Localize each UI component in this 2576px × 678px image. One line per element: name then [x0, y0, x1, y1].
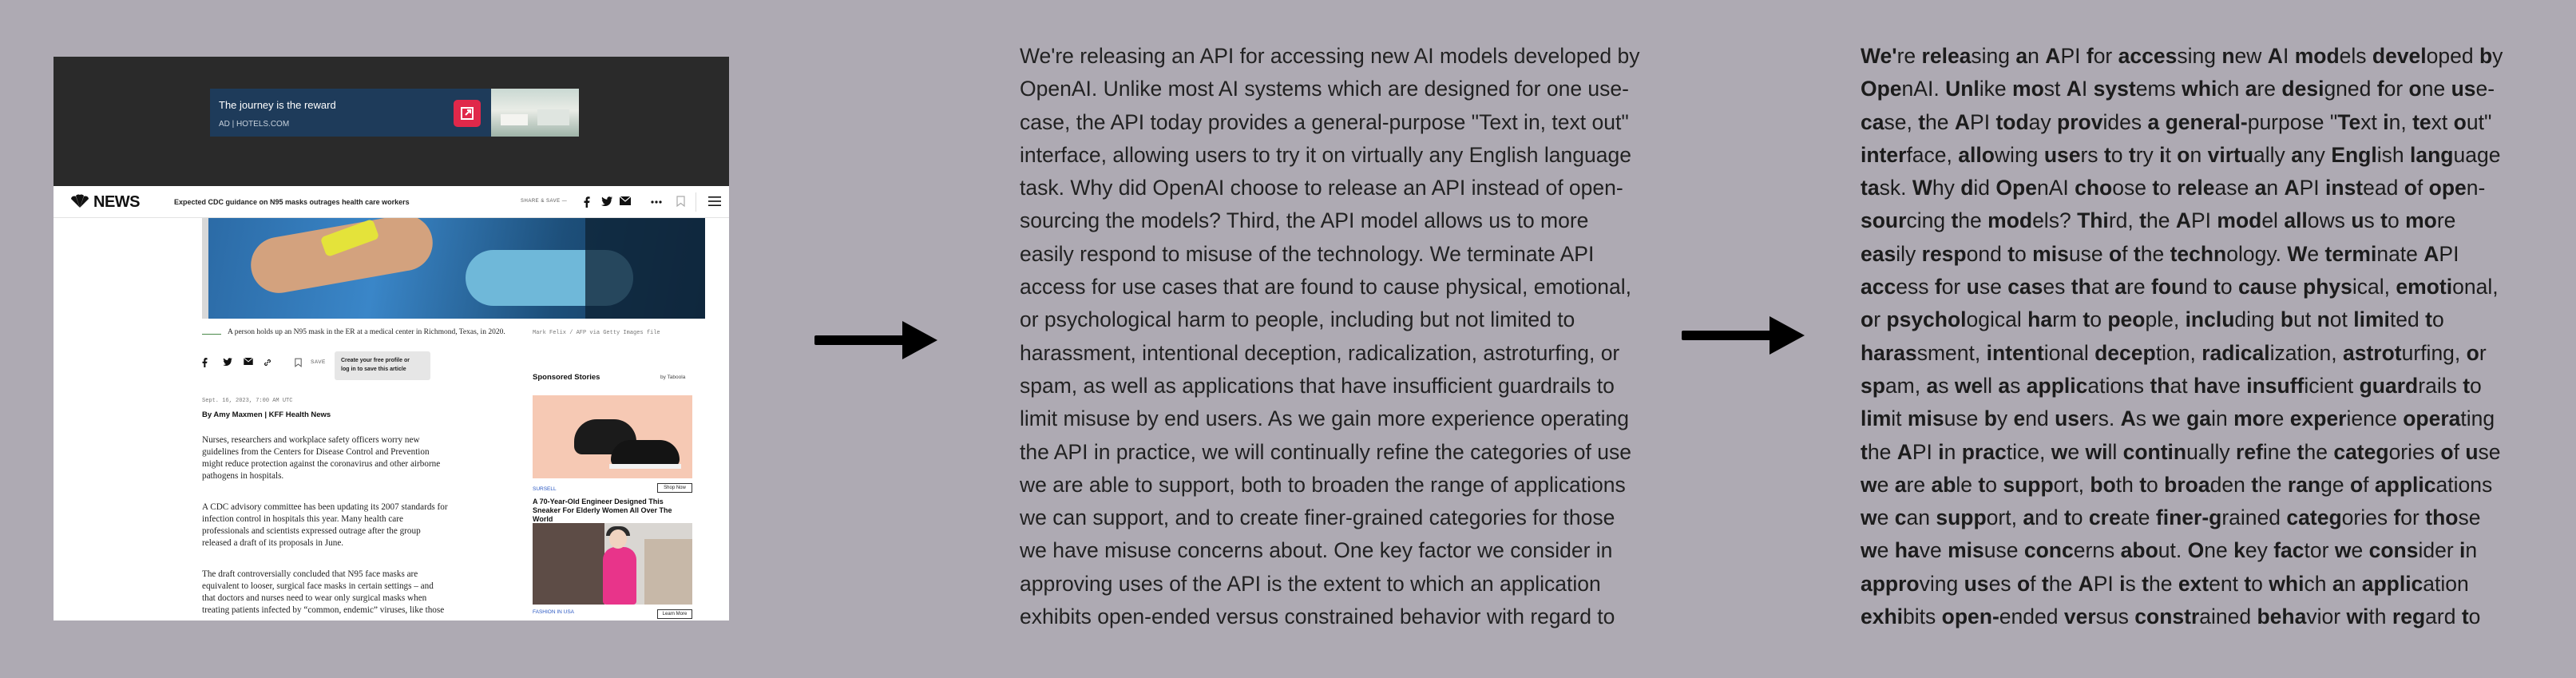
bionic-line: access for use cases that are found to cause physical, emotional, [1861, 275, 2499, 299]
ad-box[interactable] [210, 89, 491, 137]
bionic-emphasis: t [2251, 472, 2259, 497]
bionic-emphasis: prac [1961, 439, 2007, 464]
caption-rule [202, 334, 221, 335]
bionic-emphasis: t [2461, 605, 2469, 629]
hero-image [202, 218, 705, 319]
bionic-emphasis: exhi [1861, 605, 1904, 629]
external-arrow-icon[interactable] [454, 100, 481, 127]
bionic-emphasis: t [2152, 176, 2160, 200]
bionic-emphasis: t [1918, 109, 1926, 134]
bionic-emphasis: inst [2325, 176, 2364, 200]
bionic-emphasis: b [1984, 406, 1997, 431]
bionic-emphasis: finer-g [2155, 506, 2222, 530]
bionic-emphasis: all [2284, 208, 2308, 233]
bionic-emphasis: allo [1958, 142, 1995, 167]
bionic-emphasis: ref [2236, 439, 2263, 464]
paragraph-line: guidelines from the Centers for Disease Control and Prevention [202, 447, 430, 457]
bionic-line: exhibits open-ended versus constrained behavior with regard to [1861, 605, 2481, 629]
bionic-emphasis: n [2316, 307, 2330, 332]
bionic-emphasis: abo [2120, 538, 2158, 563]
bionic-emphasis: reg [2392, 605, 2426, 629]
bionic-emphasis: ran [2287, 472, 2321, 497]
bionic-emphasis: a [2015, 44, 2028, 68]
image-caption [202, 328, 681, 339]
bionic-emphasis: supp [2003, 472, 2054, 497]
bionic-emphasis: use [2055, 406, 2091, 431]
bionic-line: OpenAI. Unlike most AI systems which are designed for one use- [1861, 77, 2495, 101]
bionic-emphasis: w [1861, 472, 1877, 497]
bionic-emphasis: t [2297, 439, 2305, 464]
bionic-emphasis: us [1964, 571, 1989, 596]
bionic-emphasis: b [2280, 307, 2294, 332]
bionic-emphasis: ope [2428, 176, 2467, 200]
bionic-emphasis: conc [2023, 538, 2074, 563]
bionic-emphasis: t [2139, 208, 2146, 233]
bionic-emphasis: applic [2374, 472, 2436, 497]
bionic-emphasis: prov [2057, 109, 2103, 134]
bionic-emphasis: A [1896, 439, 1912, 464]
text-line: approving uses of the API is the extent to which an application [1020, 571, 1601, 596]
text-line: or psychological harm to people, including but not limited to [1020, 307, 1575, 332]
sponsored-source[interactable]: FASHION IN USA [533, 609, 575, 615]
bionic-emphasis: mis [1907, 406, 1944, 431]
bionic-emphasis: sour [1861, 208, 1907, 233]
bionic-emphasis: psychol [1886, 307, 1967, 332]
bionic-emphasis: o [2349, 472, 2364, 497]
bionic-emphasis: supp [1936, 506, 1987, 530]
tooltip-line: Create your free profile or [341, 358, 410, 363]
email-icon[interactable] [620, 196, 631, 205]
bionic-emphasis: cas [2007, 275, 2043, 299]
article-screenshot [54, 57, 729, 621]
bionic-emphasis: cho [2075, 176, 2113, 200]
bionic-emphasis: t [1951, 208, 1959, 233]
bionic-emphasis: i [2119, 571, 2126, 596]
email-icon[interactable] [244, 358, 253, 365]
bionic-emphasis: guard [2359, 373, 2419, 398]
paragraph-line: that doctors and nurses need to wear only surgical masks when [202, 593, 427, 603]
share-save-label: SHARE & SAVE — [521, 199, 568, 204]
paragraph-line: might reduce protection against the coronavirus and other airborne [202, 459, 441, 469]
sponsored-title: Sponsored Stories [533, 373, 600, 382]
bionic-emphasis: Ope [1861, 77, 1902, 101]
bionic-line: the API in practice, we will continually refine the categories of use [1861, 439, 2501, 464]
bionic-emphasis: a [2147, 109, 2160, 134]
bionic-emphasis: use [2043, 142, 2081, 167]
link-icon[interactable] [263, 358, 272, 367]
bionic-emphasis: w [2152, 406, 2169, 431]
bionic-text-panel [1861, 40, 2515, 633]
bookmark-icon[interactable] [295, 358, 302, 367]
bionic-emphasis: o [2404, 176, 2417, 200]
bionic-emphasis: o [2466, 340, 2479, 365]
bionic-line: sourcing the models? Third, the API model allows us to more [1861, 208, 2456, 233]
bionic-emphasis: t [2133, 241, 2141, 266]
bionic-emphasis: ta [1861, 176, 1880, 200]
bionic-emphasis: broa [2164, 472, 2210, 497]
bionic-emphasis: haras [1861, 340, 1917, 365]
ad-title: The journey is the reward [219, 99, 336, 111]
text-line: interface, allowing users to try it on virtually any English language [1020, 142, 1631, 167]
bionic-emphasis: a [2245, 77, 2257, 101]
bionic-emphasis: u [2465, 439, 2479, 464]
bionic-emphasis: us [2451, 77, 2476, 101]
bionic-emphasis: lang [2410, 142, 2454, 167]
bionic-emphasis: b [2479, 44, 2493, 68]
text-line: we are able to support, both to broaden the range of applications [1020, 472, 1626, 497]
bionic-emphasis: th [2150, 373, 2170, 398]
bionic-emphasis: exper [2289, 406, 2347, 431]
learn-more-button[interactable]: Learn More [657, 609, 692, 619]
bionic-emphasis: sp [1861, 373, 1885, 398]
bionic-emphasis: A [2078, 571, 2094, 596]
sponsored-source[interactable]: SURSELL [533, 486, 557, 492]
bionic-emphasis: fou [2150, 275, 2185, 299]
bionic-emphasis: contin [2122, 439, 2187, 464]
bionic-emphasis: o [2016, 571, 2031, 596]
bionic-emphasis: desi [2281, 77, 2324, 101]
sponsored-headline[interactable]: A 70-Year-Old Engineer Designed This Sneaker For Elderly Women All Over The World [533, 498, 672, 523]
right-arrow-icon [814, 318, 937, 363]
bionic-emphasis: W [1912, 176, 1932, 200]
text-line: task. Why did OpenAI choose to release an API instead of open- [1020, 176, 1623, 200]
bionic-line: We're releasing an API for accessing new AI models developed by [1861, 44, 2503, 68]
text-line: we have misuse concerns about. One key factor we consider in [1020, 538, 1613, 563]
bionic-emphasis: Te [2337, 109, 2361, 134]
bionic-emphasis: ha [2027, 307, 2053, 332]
bionic-emphasis: emoti [2396, 275, 2453, 299]
paragraph-line: professionals and scientists expressed outrage after the group [202, 526, 421, 536]
text-line: sourcing the models? Third, the API model allows us to more [1020, 208, 1589, 233]
bionic-line: we are able to support, both to broaden the range of applications [1861, 472, 2493, 497]
bionic-emphasis: i [2159, 142, 2166, 167]
text-line: we can support, and to create finer-grained categories for those [1020, 506, 1615, 530]
bionic-emphasis: mis [2032, 241, 2069, 266]
bionic-emphasis: o [2453, 109, 2467, 134]
article-paragraph [202, 569, 497, 617]
bionic-emphasis: f [2376, 77, 2384, 101]
paragraph-line: infection control in hospitals this year. Many health care [202, 514, 403, 524]
paragraph-line: Nurses, researchers and workplace safety officers worry new [202, 435, 420, 445]
bionic-line: task. Why did OpenAI choose to release an API instead of open- [1861, 176, 2486, 200]
bionic-emphasis: w [1861, 506, 1877, 530]
bionic-emphasis: limi [2353, 307, 2390, 332]
sponsored-image[interactable] [533, 523, 692, 605]
paragraph-line: The draft controversially concluded that N95 face masks are [202, 569, 418, 579]
facebook-icon[interactable] [584, 196, 590, 208]
bookmark-icon[interactable] [676, 196, 685, 207]
bionic-emphasis: categ [2286, 506, 2342, 530]
bionic-line: easily respond to misuse of the technology. We terminate API [1861, 241, 2459, 266]
bionic-emphasis: termi [2324, 241, 2377, 266]
bionic-line: or psychological harm to people, including but not limited to [1861, 307, 2444, 332]
bionic-emphasis: mis [1948, 538, 1984, 563]
bionic-emphasis: syst [2093, 77, 2136, 101]
bionic-emphasis: ext [2178, 571, 2209, 596]
sponsor-provider[interactable]: by Taboola [660, 375, 686, 380]
bionic-emphasis: we [1954, 373, 1984, 398]
bionic-emphasis: cons [2368, 538, 2419, 563]
bionic-line: spam, as well as applications that have insufficient guardrails to [1861, 373, 2482, 398]
bionic-emphasis: mod [2217, 208, 2262, 233]
facebook-icon[interactable] [202, 358, 208, 367]
bionic-emphasis: i [2383, 109, 2389, 134]
bionic-emphasis: ver [2063, 605, 2096, 629]
bionic-emphasis: mod [2294, 44, 2340, 68]
caption-text: A person holds up an N95 mask in the ER at a medical center in Richmond, Texas, in 2020. [228, 328, 505, 336]
nav-headline: Expected CDC guidance on N95 masks outrages health care workers [174, 198, 410, 206]
bionic-emphasis: O [2187, 538, 2205, 563]
bionic-emphasis: techn [2170, 241, 2227, 266]
bionic-emphasis: virtu [2207, 142, 2254, 167]
bionic-emphasis: applic [2026, 373, 2088, 398]
article-paragraph [202, 434, 497, 482]
bionic-emphasis: bo [2090, 472, 2116, 497]
bionic-emphasis: t [1861, 439, 1868, 464]
bionic-emphasis: t [2142, 571, 2149, 596]
bionic-emphasis: categ [2333, 439, 2389, 464]
bionic-emphasis: e [2013, 406, 2026, 431]
bionic-emphasis: f [1934, 275, 1942, 299]
bionic-emphasis: t [2128, 142, 2136, 167]
bionic-emphasis: i [2459, 538, 2466, 563]
text-line: exhibits open-ended versus constrained behavior with regard to [1020, 605, 1615, 629]
twitter-icon[interactable] [601, 196, 612, 206]
bionic-emphasis: Unl [1945, 77, 1980, 101]
bionic-emphasis: mo [2233, 406, 2265, 431]
bionic-emphasis: radical [2201, 340, 2270, 365]
bionic-emphasis: tho [2425, 506, 2459, 530]
bionic-emphasis: general- [2165, 109, 2248, 134]
bionic-emphasis: decep [2094, 340, 2156, 365]
bionic-emphasis: resp [1921, 241, 1967, 266]
bionic-emphasis: t [2063, 506, 2071, 530]
bionic-line: limit misuse by end users. As we gain more experience operating [1861, 406, 2495, 431]
bionic-emphasis: o [1861, 307, 1874, 332]
bionic-emphasis: t [2425, 307, 2432, 332]
bionic-emphasis: insuff [2246, 373, 2305, 398]
paragraph-line: equivalent to looser, surgical face masks in certain settings – and [202, 581, 434, 591]
bionic-emphasis: lim [1861, 406, 1892, 431]
bionic-emphasis: phys [2303, 275, 2352, 299]
bionic-emphasis: te [2412, 109, 2431, 134]
bionic-emphasis: a [1926, 373, 1939, 398]
bionic-emphasis: o [2177, 142, 2190, 167]
shop-now-button[interactable]: Shop Now [657, 483, 692, 493]
bionic-emphasis: mo [2012, 77, 2044, 101]
bionic-emphasis: A [2175, 208, 2191, 233]
paragraph-line: treating patients infected by “common, endemic” viruses, like those [202, 605, 445, 615]
bionic-emphasis: th [2071, 275, 2091, 299]
bionic-emphasis: relea [1921, 44, 1972, 68]
bionic-emphasis: a [2291, 142, 2303, 167]
bionic-emphasis: A [2267, 44, 2283, 68]
site-logo[interactable]: NEWS [93, 193, 140, 211]
bionic-emphasis: w [2334, 538, 2352, 563]
bionic-emphasis: t [2244, 571, 2252, 596]
bionic-emphasis: u [2351, 208, 2364, 233]
peacock-logo-icon[interactable] [69, 194, 90, 208]
caption-credit: Mark Felix / AFP via Getty Images file [533, 330, 660, 336]
bionic-emphasis: mod [1987, 208, 2033, 233]
bionic-emphasis: a [1998, 373, 2011, 398]
article-paragraph [202, 502, 497, 549]
bionic-emphasis: W [2287, 241, 2308, 266]
bionic-emphasis: astrot [2342, 340, 2402, 365]
bionic-emphasis: a [1894, 472, 1907, 497]
bionic-emphasis: ca [1861, 109, 1884, 134]
bionic-emphasis: ga [2186, 406, 2212, 431]
bionic-emphasis: beha [2257, 605, 2307, 629]
save-label[interactable]: SAVE [311, 359, 326, 365]
bionic-emphasis: eas [1861, 241, 1896, 266]
menu-icon[interactable] [708, 196, 721, 207]
text-line: We're releasing an API for accessing new AI models developed by [1020, 44, 1640, 68]
bionic-emphasis: c [1894, 506, 1907, 530]
bionic-emphasis: t [1978, 472, 1986, 497]
bionic-emphasis: o [2408, 77, 2422, 101]
bionic-line: harassment, intentional deception, radicalization, astroturfing, or [1861, 340, 2487, 365]
bionic-line: we can support, and to create finer-grained categories for those [1861, 506, 2481, 530]
bionic-emphasis: opera [2403, 406, 2461, 431]
bionic-emphasis: We' [1861, 44, 1897, 68]
ad-photo [491, 89, 579, 137]
bionic-emphasis: A [2066, 77, 2082, 101]
bionic-emphasis: t [2083, 307, 2091, 332]
bionic-emphasis: A [2120, 406, 2136, 431]
bionic-emphasis: constr [2134, 605, 2200, 629]
bionic-line: approving uses of the API is the extent to which an application [1861, 571, 2469, 596]
bionic-emphasis: whi [2269, 571, 2305, 596]
text-line: easily respond to misuse of the technology. We terminate API [1020, 241, 1595, 266]
bionic-emphasis: d [1960, 176, 1974, 200]
bionic-emphasis: acc [1861, 275, 1896, 299]
bionic-emphasis: w [1861, 538, 1877, 563]
text-line: spam, as well as applications that have insufficient guardrails to [1020, 373, 1615, 398]
bionic-emphasis: i [1938, 439, 1944, 464]
paragraph-line: A CDC advisory committee has been updating its 2007 standards for [202, 502, 448, 512]
bionic-emphasis: cre [2088, 506, 2121, 530]
paragraph-line: pathogens in hospitals. [202, 471, 284, 481]
bionic-emphasis: t [2007, 241, 2015, 266]
article-byline: By Amy Maxmen | KFF Health News [202, 410, 331, 419]
bionic-emphasis: intent [1986, 340, 2044, 365]
bionic-emphasis: t [2463, 373, 2471, 398]
bionic-emphasis: u [1966, 275, 1980, 299]
bionic-emphasis: f [2086, 44, 2094, 68]
bionic-emphasis: o [2108, 241, 2122, 266]
bionic-line: we have misuse concerns about. One key factor we consider in [1861, 538, 2478, 563]
bionic-emphasis: t [2041, 571, 2049, 596]
bionic-emphasis: appro [1861, 571, 1920, 596]
bionic-emphasis: t [2380, 208, 2388, 233]
bionic-emphasis: a [2114, 275, 2127, 299]
article-dateline: Sept. 16, 2023, 7:00 AM UTC [202, 398, 293, 404]
bionic-emphasis: wi [2346, 605, 2369, 629]
text-line: harassment, intentional deception, radicalization, astroturfing, or [1020, 340, 1620, 365]
bionic-emphasis: A [2045, 44, 2061, 68]
bionic-emphasis: ha [2193, 373, 2218, 398]
sponsored-image[interactable] [533, 395, 692, 478]
bionic-emphasis: fac [2273, 538, 2305, 563]
bionic-emphasis: t [2103, 142, 2111, 167]
right-arrow-icon [1682, 313, 1805, 358]
bionic-emphasis: applic [2361, 571, 2423, 596]
bionic-emphasis: acces [2118, 44, 2178, 68]
save-tooltip [335, 351, 430, 380]
text-line: case, the API today provides a general-purpose "Text in, text out" [1020, 109, 1629, 134]
bionic-emphasis: k [2233, 538, 2245, 563]
bionic-emphasis: whi [2182, 77, 2217, 101]
bionic-emphasis: A [1954, 109, 1971, 134]
bionic-emphasis: w [2051, 439, 2068, 464]
bionic-emphasis: wi [2085, 439, 2108, 464]
bionic-emphasis: Ope [1995, 176, 2037, 200]
bionic-emphasis: A [2284, 176, 2300, 200]
bionic-emphasis: A [2423, 241, 2439, 266]
bionic-emphasis: inter [1861, 142, 1907, 167]
bionic-emphasis: a [2023, 506, 2035, 530]
bionic-line: case, the API today provides a general-purpose "Text in, text out" [1861, 109, 2492, 134]
bionic-emphasis: n [2221, 44, 2235, 68]
text-line: access for use cases that are found to cause physical, emotional, [1020, 275, 1631, 299]
bionic-emphasis: t [2213, 275, 2221, 299]
bionic-emphasis: a [2332, 571, 2344, 596]
paragraph-line: released a draft of its proposals in June. [202, 538, 344, 548]
ad-sponsor: AD | HOTELS.COM [219, 120, 290, 129]
bionic-line: interface, allowing users to try it on virtually any English language [1861, 142, 2501, 167]
text-line: limit misuse by end users. As we gain more experience operating [1020, 406, 1629, 431]
bionic-emphasis: peo [2107, 307, 2146, 332]
bionic-emphasis: t [2139, 472, 2147, 497]
plain-text-panel [1020, 40, 1674, 633]
bionic-emphasis: o [2440, 439, 2454, 464]
bionic-emphasis: Engl [2331, 142, 2377, 167]
more-icon[interactable] [651, 200, 662, 204]
bionic-emphasis: ab [1931, 472, 1956, 497]
bionic-emphasis: devel [2372, 44, 2427, 68]
text-line: the API in practice, we will continually refine the categories of use [1020, 439, 1631, 464]
bionic-emphasis: tod [1995, 109, 2029, 134]
bionic-emphasis: a [2254, 176, 2267, 200]
ad-banner [54, 57, 729, 186]
tooltip-line: log in to save this article [341, 367, 406, 372]
bionic-emphasis: ha [1894, 538, 1920, 563]
twitter-icon[interactable] [223, 358, 232, 366]
bionic-emphasis: f [2393, 506, 2401, 530]
bionic-emphasis: inclu [2185, 307, 2235, 332]
bionic-emphasis: Thi [2077, 208, 2109, 233]
site-header [54, 186, 729, 218]
bionic-emphasis: open- [1941, 605, 1999, 629]
bionic-emphasis: cau [2238, 275, 2275, 299]
bionic-emphasis: mo [2405, 208, 2437, 233]
text-line: OpenAI. Unlike most AI systems which are designed for one use- [1020, 77, 1629, 101]
bionic-emphasis: rele [2177, 176, 2215, 200]
